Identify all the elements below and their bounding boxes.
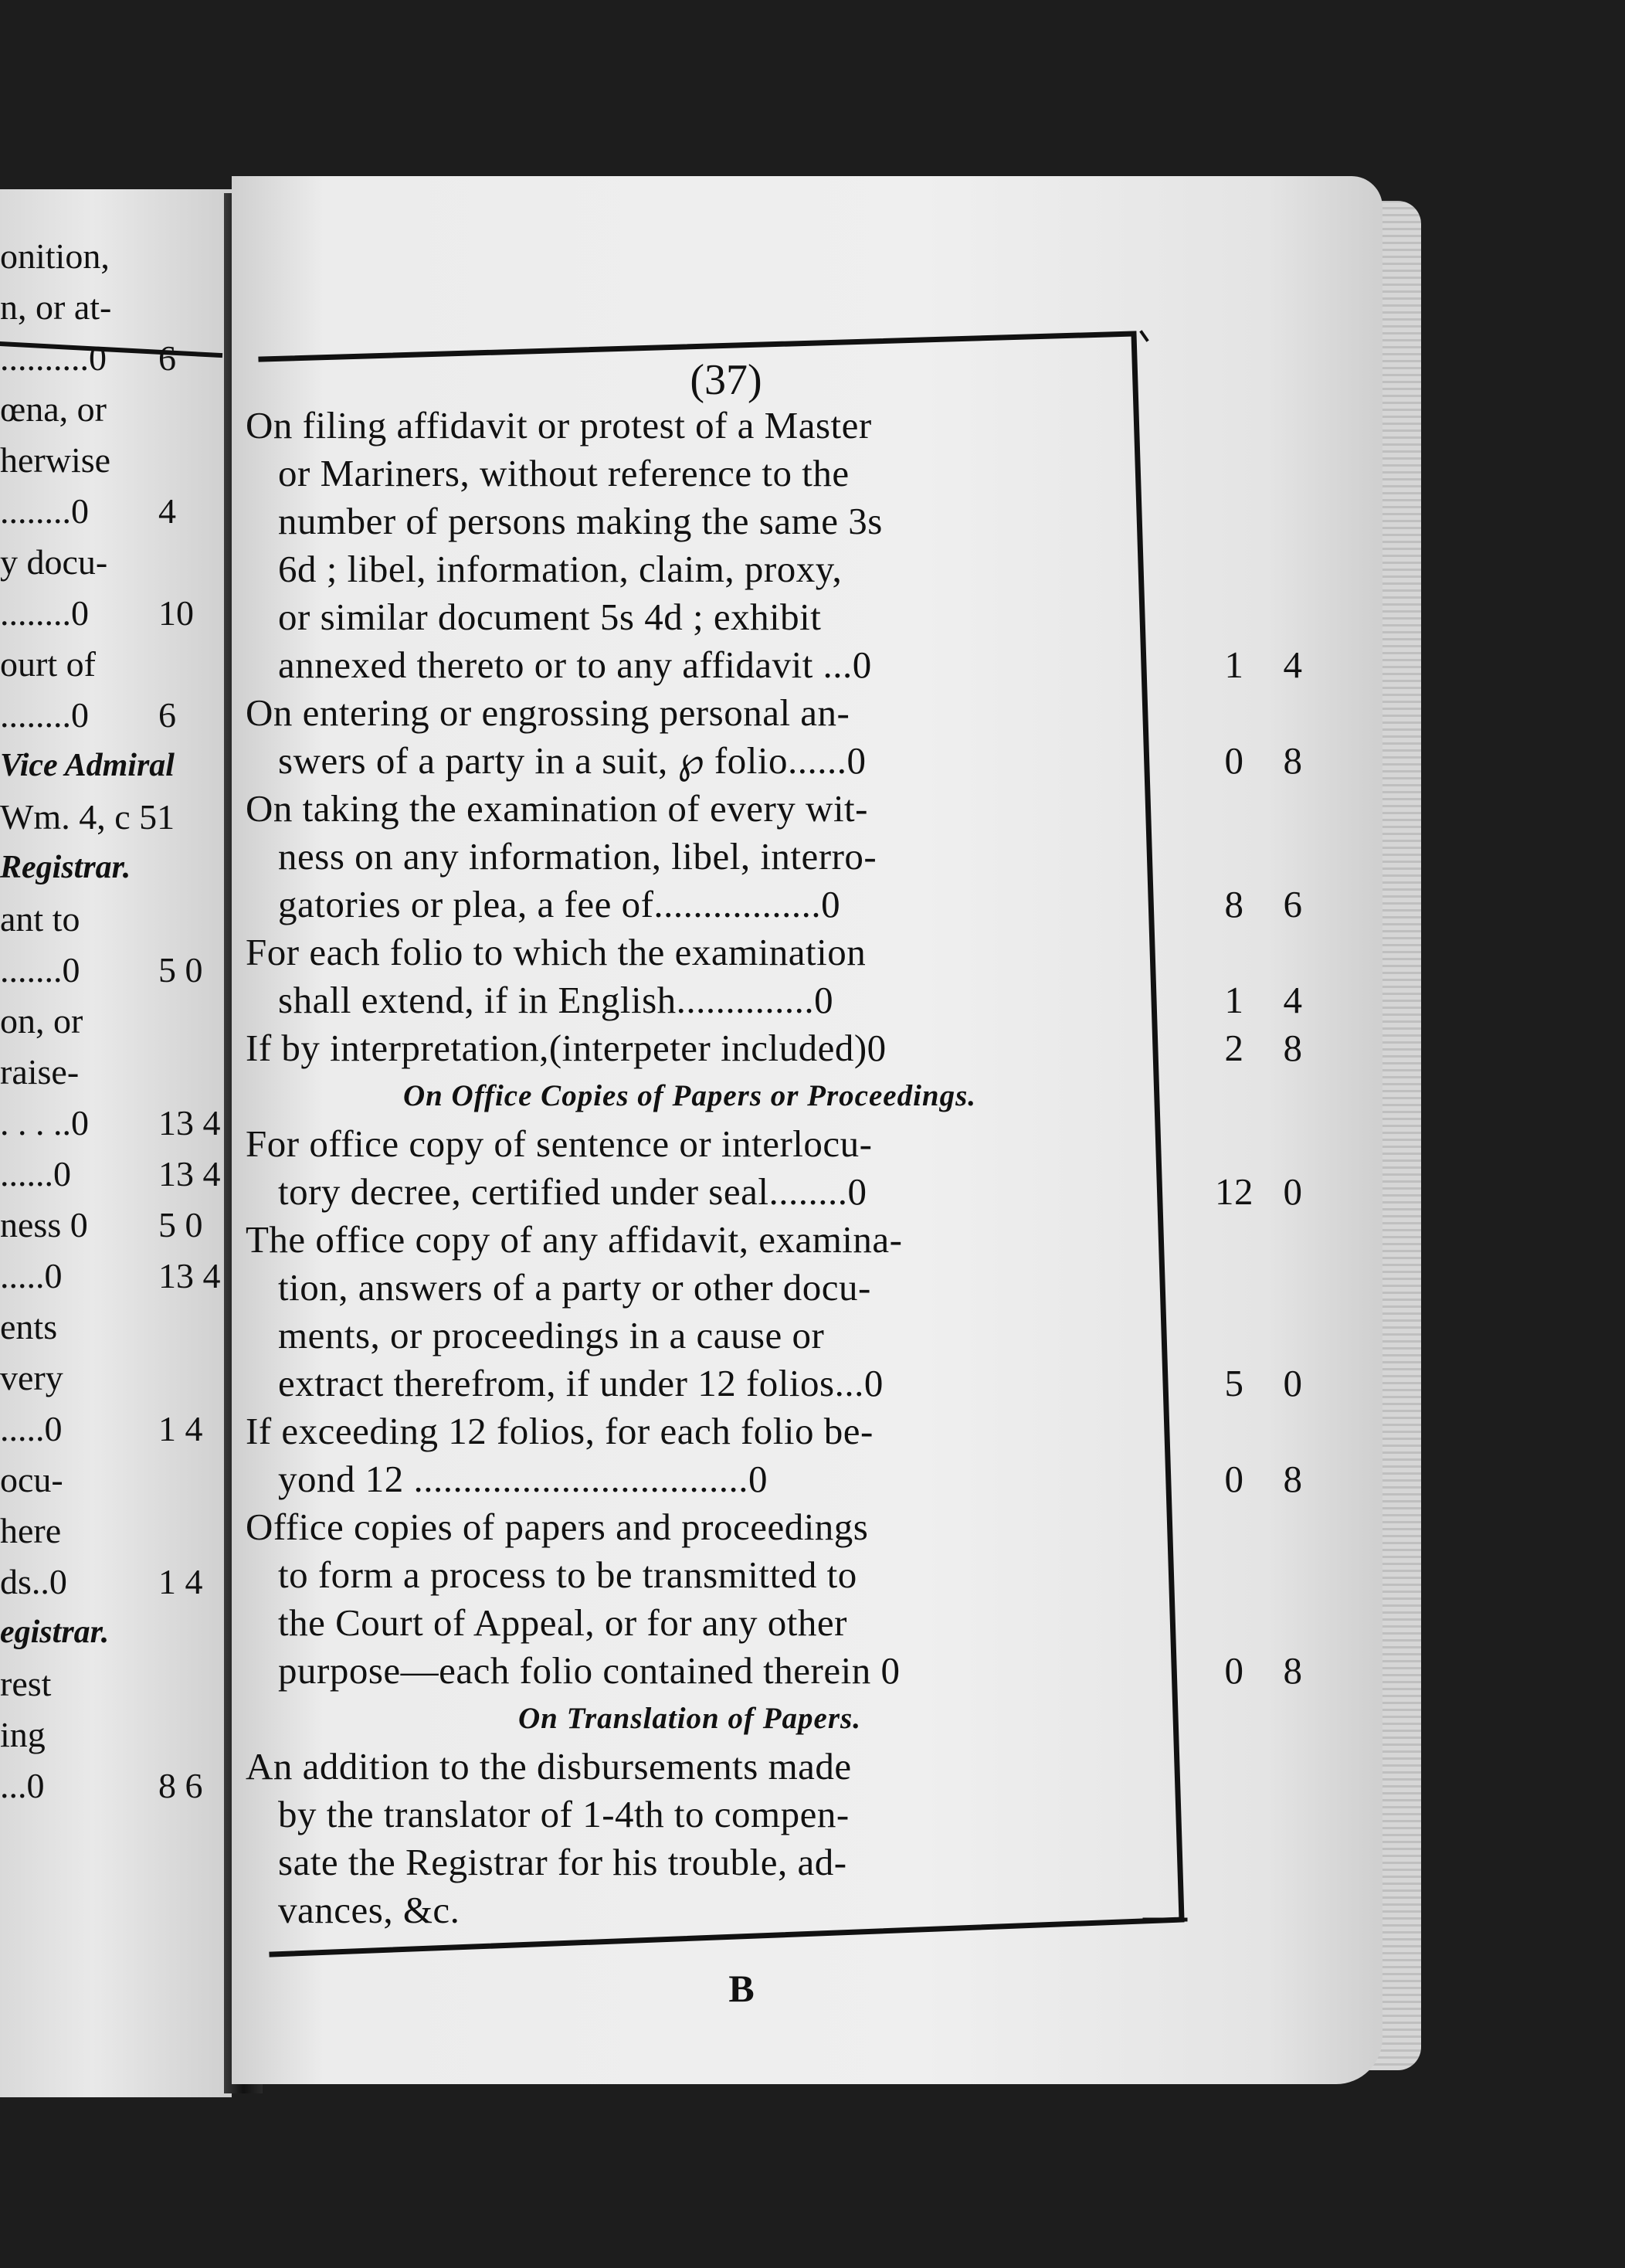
entry-line [246, 402, 1165, 450]
previous-page-line [0, 691, 205, 738]
previous-page-line [0, 1047, 205, 1095]
previous-page-line [0, 538, 205, 586]
entry-line [246, 1455, 1303, 1503]
amount-pence: 0 [1283, 1170, 1303, 1213]
entry-line [246, 1503, 1165, 1551]
previous-page-text: n, or at- [0, 287, 112, 327]
previous-page-line [0, 1557, 205, 1605]
entry-text: to form a process to be transmitted to [278, 1553, 857, 1596]
previous-page-line [0, 1353, 205, 1401]
amount-shillings: 1 [1224, 979, 1244, 1021]
entry-line [246, 785, 1165, 833]
amount-pence: 8 [1283, 1458, 1303, 1500]
previous-page-text: .....0 [0, 1255, 63, 1295]
entry-line [246, 1264, 1165, 1312]
previous-page-line [0, 1149, 221, 1197]
previous-page-text: œna, or [0, 389, 107, 429]
previous-page-amount: 1 4 [158, 1408, 203, 1448]
fee-entry [246, 1216, 1303, 1407]
section-heading: On Translation of Papers. [518, 1702, 861, 1735]
previous-page-text: on, or [0, 1000, 83, 1041]
previous-page-text: very [0, 1357, 63, 1397]
previous-page-fragment [0, 189, 232, 2097]
previous-page-amount: 13 4 [158, 1102, 221, 1142]
previous-page-line [0, 1659, 205, 1707]
entry-text: or Mariners, without reference to the [278, 452, 850, 494]
previous-page-line [0, 232, 205, 280]
entry-text: If by interpretation,(interpeter included)0 [246, 1027, 887, 1069]
previous-page-text: ........0 [0, 694, 89, 735]
entry-text: Office copies of papers and proceedings [246, 1506, 869, 1548]
previous-page-text: ...0 [0, 1765, 45, 1805]
previous-page-text: ds..0 [0, 1561, 67, 1601]
entry-line [246, 641, 1303, 689]
amount-pence: 0 [1283, 1362, 1303, 1404]
previous-page-text: ........0 [0, 592, 89, 633]
previous-page-text: y docu- [0, 542, 108, 582]
amount-shillings: 8 [1224, 883, 1244, 925]
amount-pence: 6 [1283, 883, 1303, 925]
previous-page-amount: 6 [158, 338, 176, 378]
entry-line [246, 1599, 1165, 1647]
previous-page-line [0, 640, 205, 688]
entry-text: extract therefrom, if under 12 folios...0 [278, 1362, 884, 1404]
amount-pence: 4 [1283, 979, 1303, 1021]
entry-text: annexed thereto or to any affidavit ...0 [278, 643, 872, 686]
amount-shillings: 12 [1215, 1170, 1254, 1213]
fee-entry [246, 929, 1303, 1024]
entry-text: ness on any information, libel, interro- [278, 835, 877, 878]
previous-page-line [0, 1251, 221, 1299]
entry-text: or similar document 5s 4d ; exhibit [278, 596, 822, 638]
fee-entry [246, 1120, 1303, 1216]
amount-shillings: 0 [1224, 1649, 1244, 1692]
entry-line [246, 1839, 1165, 1886]
previous-page-line [0, 1098, 221, 1146]
entry-text: gatories or plea, a fee of.................0 [278, 883, 841, 925]
previous-page-line [0, 589, 205, 637]
entry-text: 6d ; libel, information, claim, proxy, [278, 548, 843, 590]
entry-line [246, 976, 1303, 1024]
previous-page-line [0, 283, 205, 331]
previous-page-line [0, 1506, 205, 1554]
amount-shillings: 1 [1224, 643, 1244, 686]
entry-line [246, 881, 1303, 929]
previous-page-line [0, 334, 205, 382]
entry-text: shall extend, if in English..............0 [278, 979, 834, 1021]
amount-shillings: 5 [1224, 1362, 1244, 1404]
entry-text: On filing affidavit or protest of a Master [246, 404, 872, 446]
previous-page-amount: 5 0 [158, 949, 203, 990]
previous-page-text: ness 0 [0, 1204, 88, 1244]
previous-page-amount: 10 [158, 592, 194, 633]
previous-page-line [0, 1710, 205, 1758]
entry-text: by the translator of 1-4th to compen- [278, 1793, 850, 1835]
fee-schedule [246, 402, 1303, 1934]
entry-text: For office copy of sentence or interlocu- [246, 1122, 873, 1165]
entry-line [246, 833, 1165, 881]
previous-page-line [0, 436, 205, 484]
amount-shillings: 2 [1224, 1027, 1244, 1069]
previous-page-lines [0, 189, 232, 2097]
previous-page-line [0, 946, 205, 993]
previous-page-text: . . . ..0 [0, 1102, 89, 1142]
entry-text: number of persons making the same 3s [278, 500, 883, 542]
amount-pence: 8 [1283, 1027, 1303, 1069]
previous-page-amount: 13 4 [158, 1153, 221, 1193]
fee-entry [246, 1503, 1303, 1695]
entry-line [246, 1312, 1165, 1360]
entry-text: An addition to the disbursements made [246, 1745, 852, 1788]
entry-text: ments, or proceedings in a cause or [278, 1314, 825, 1356]
entry-line [246, 1551, 1165, 1599]
previous-page-line [0, 844, 205, 891]
previous-page-line [0, 1200, 205, 1248]
previous-page-line [0, 1302, 205, 1350]
entry-line [246, 450, 1165, 497]
entry-text: The office copy of any affidavit, examina- [246, 1218, 903, 1261]
previous-page-line [0, 1761, 205, 1809]
previous-page-amount: 5 0 [158, 1204, 203, 1244]
entry-line [246, 1216, 1165, 1264]
previous-page-text: ocu- [0, 1459, 63, 1499]
section-heading: On Office Copies of Papers or Proceedings. [402, 1079, 977, 1112]
entry-line [246, 929, 1165, 976]
previous-page-text: onition, [0, 236, 110, 276]
previous-page-text: .....0 [0, 1408, 63, 1448]
previous-page-text: rest [0, 1663, 52, 1703]
signature-mark: B [728, 1967, 755, 2010]
previous-page-text: Vice Admiral [0, 748, 175, 783]
fee-entry [246, 689, 1303, 785]
entry-text: tory decree, certified under seal........0 [278, 1170, 867, 1213]
entry-text: swers of a party in a suit, ℘ folio......0 [278, 739, 867, 782]
entry-line [246, 1360, 1303, 1407]
entry-line [246, 1886, 1165, 1934]
previous-page-amount: 1 4 [158, 1561, 203, 1601]
previous-page-text: ......0 [0, 1153, 71, 1193]
previous-page-text: Registrar. [0, 850, 131, 885]
entry-line [246, 1168, 1303, 1216]
previous-page-amount: 6 [158, 694, 176, 735]
entry-text: sate the Registrar for his trouble, ad- [278, 1841, 847, 1883]
entry-line [246, 1647, 1303, 1695]
page-number: (37) [690, 356, 762, 404]
previous-page-amount: 13 4 [158, 1255, 221, 1295]
fee-entry [246, 1743, 1165, 1934]
previous-page-text: ........0 [0, 491, 89, 531]
previous-page-text: ourt of [0, 643, 96, 684]
previous-page-text: here [0, 1510, 62, 1550]
previous-page-text: ant to [0, 898, 80, 939]
entry-text: If exceeding 12 folios, for each folio be- [246, 1410, 874, 1452]
entry-text: On taking the examination of every wit- [246, 787, 868, 830]
entry-line [246, 1120, 1165, 1168]
previous-page-text: herwise [0, 440, 111, 480]
previous-page-text: ..........0 [0, 338, 107, 378]
entry-text: For each folio to which the examination [246, 931, 867, 973]
entry-text: On entering or engrossing personal an- [246, 691, 850, 734]
entry-text: yond 12 ..................................0 [278, 1458, 768, 1500]
amount-pence: 8 [1283, 739, 1303, 782]
previous-page-line [0, 1455, 205, 1503]
entry-line [246, 497, 1165, 545]
entry-line [246, 1407, 1165, 1455]
fee-entry [246, 402, 1303, 689]
previous-page-line [0, 895, 205, 942]
fee-entry [246, 785, 1303, 929]
previous-page-text: ing [0, 1714, 46, 1754]
previous-page-text: ents [0, 1306, 58, 1346]
fee-entry [246, 1407, 1303, 1503]
entry-text: the Court of Appeal, or for any other [278, 1601, 847, 1644]
previous-page-line [0, 1404, 205, 1452]
previous-page-line [0, 742, 205, 789]
entry-line [246, 689, 1165, 737]
entry-line [246, 545, 1165, 593]
entry-text: vances, &c. [278, 1889, 460, 1931]
entry-line [246, 1743, 1165, 1791]
entry-line [246, 1024, 1303, 1072]
amount-shillings: 0 [1224, 739, 1244, 782]
previous-page-text: .......0 [0, 949, 80, 990]
entry-line [246, 1791, 1165, 1839]
previous-page-line [0, 793, 205, 840]
previous-page-amount: 4 [158, 491, 176, 531]
entry-line [246, 737, 1303, 785]
entry-text: purpose—each folio contained therein 0 [278, 1649, 901, 1692]
fee-entry [246, 1024, 1303, 1072]
previous-page-text: egistrar. [0, 1614, 110, 1650]
amount-pence: 4 [1283, 643, 1303, 686]
amount-pence: 8 [1283, 1649, 1303, 1692]
previous-page-text: Wm. 4, c 51 [0, 796, 175, 837]
previous-page-line [0, 487, 205, 535]
previous-page-line [0, 996, 205, 1044]
previous-page-line [0, 385, 205, 433]
previous-page-amount: 8 6 [158, 1765, 203, 1805]
previous-page-line [0, 1608, 205, 1656]
amount-shillings: 0 [1224, 1458, 1244, 1500]
entry-text: tion, answers of a party or other docu- [278, 1266, 871, 1309]
previous-page-text: raise- [0, 1051, 80, 1092]
entry-line [246, 593, 1165, 641]
